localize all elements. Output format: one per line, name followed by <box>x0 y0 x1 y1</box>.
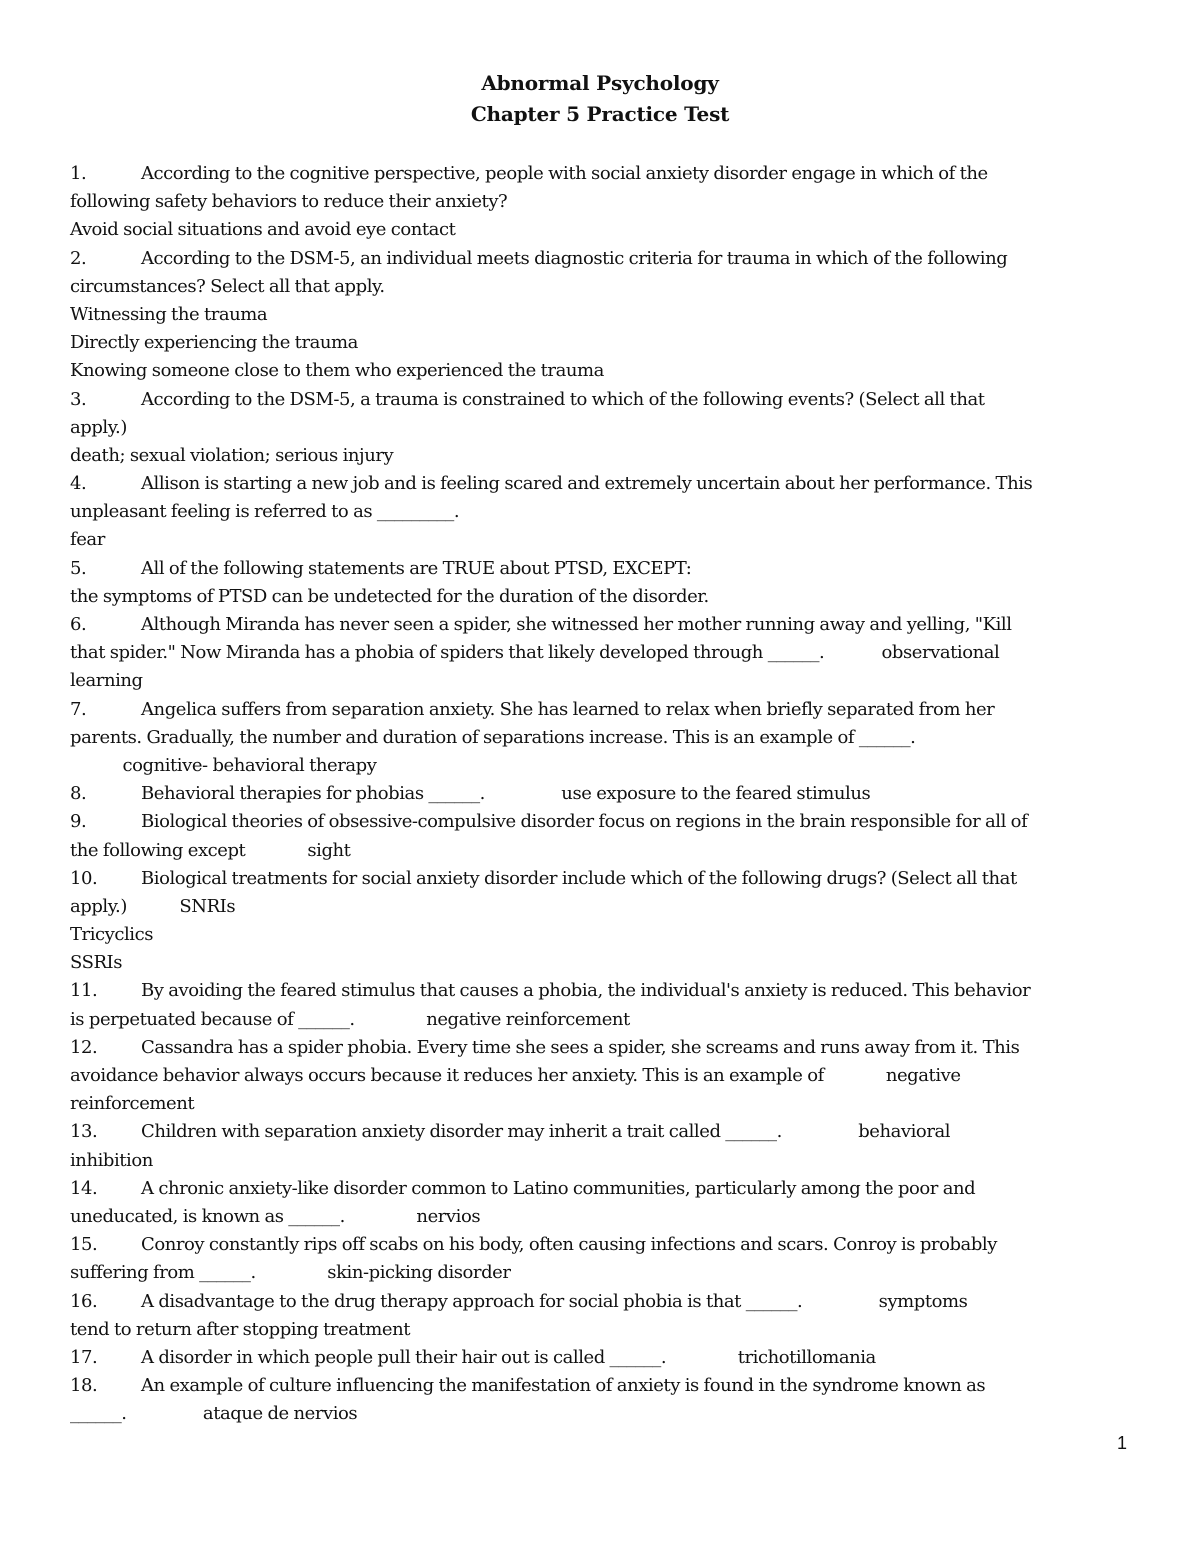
question-line <box>70 696 1130 724</box>
line-text: the symptoms of PTSD can be undetected for the duration of the disorder. <box>70 585 709 607</box>
answer-or-continuation-line <box>70 1090 1130 1118</box>
question-number: 1. <box>70 163 87 184</box>
practice-test-body <box>70 160 1130 1428</box>
line-text: SSRIs <box>70 952 122 974</box>
question-line <box>70 1231 1130 1259</box>
answer-or-continuation-line <box>70 414 1130 442</box>
answer-or-continuation-line <box>70 1147 1130 1175</box>
answer-or-continuation-line <box>70 752 1130 780</box>
page-number: 1 <box>1117 1433 1128 1453</box>
line-text: the following except sight <box>70 839 351 861</box>
line-text: apply.) SNRIs <box>70 895 236 917</box>
line-text: parents. Gradually, the number and duration of separations increase. This is an example of ______. <box>70 726 916 748</box>
question-line <box>70 245 1130 273</box>
document-title: Abnormal Psychology <box>481 71 719 95</box>
answer-or-continuation-line <box>70 357 1130 385</box>
answer-or-continuation-line <box>70 188 1130 216</box>
answer-or-continuation-line <box>70 639 1130 667</box>
answer-or-continuation-line <box>70 1400 1130 1428</box>
question-number: 14. <box>70 1177 98 1199</box>
line-text: Directly experiencing the trauma <box>70 332 358 354</box>
line-text: inhibition <box>70 1149 153 1171</box>
line-text: reinforcement <box>70 1093 195 1115</box>
line-text: A disorder in which people pull their hair out is called ______. trichotillomania <box>141 1346 876 1368</box>
line-text: Cassandra has a spider phobia. Every time she sees a spider, she screams and runs away from it. This <box>141 1036 1020 1058</box>
answer-or-continuation-line <box>70 583 1130 611</box>
answer-or-continuation-line <box>70 1259 1130 1287</box>
answer-or-continuation-line <box>70 667 1130 695</box>
line-text: An example of culture influencing the manifestation of anxiety is found in the syndrome known as <box>141 1375 986 1397</box>
answer-or-continuation-line <box>70 921 1130 949</box>
question-line <box>70 1372 1130 1400</box>
line-text: Children with separation anxiety disorder may inherit a trait called ______. behavioral <box>141 1121 951 1143</box>
question-line <box>70 865 1130 893</box>
answer-or-continuation-line <box>70 1316 1130 1344</box>
line-text: A disadvantage to the drug therapy approach for social phobia is that ______. symptoms <box>141 1290 968 1312</box>
line-text: Biological theories of obsessive-compulsive disorder focus on regions in the brain responsible for all of <box>141 811 1028 833</box>
question-line <box>70 1288 1130 1316</box>
question-number: 4. <box>70 473 87 495</box>
question-number: 17. <box>70 1346 98 1368</box>
question-line <box>70 611 1130 639</box>
question-number: 3. <box>70 388 87 410</box>
line-text: is perpetuated because of ______. negative reinforcement <box>70 1008 630 1030</box>
question-number: 11. <box>70 980 98 1002</box>
line-text: cognitive- behavioral therapy <box>70 754 377 776</box>
answer-or-continuation-line <box>70 329 1130 357</box>
answer-or-continuation-line <box>70 498 1130 526</box>
line-text: Biological treatments for social anxiety disorder include which of the following drugs? (Select all that <box>141 867 1017 889</box>
question-number: 13. <box>70 1121 98 1143</box>
answer-or-continuation-line <box>70 273 1130 301</box>
line-text: Angelica suffers from separation anxiety. She has learned to relax when briefly separated from her <box>141 698 995 720</box>
line-text: Allison is starting a new job and is feeling scared and extremely uncertain about her performance. This <box>141 473 1033 495</box>
question-number: 9. <box>70 811 87 833</box>
answer-or-continuation-line <box>70 724 1130 752</box>
question-line <box>70 470 1130 498</box>
question-number: 10. <box>70 867 98 889</box>
line-text: Avoid social situations and avoid eye contact <box>70 219 456 241</box>
line-text: apply.) <box>70 416 127 438</box>
line-text: Tricyclics <box>70 924 154 946</box>
question-line <box>70 1344 1130 1372</box>
line-text: Knowing someone close to them who experienced the trauma <box>70 360 604 382</box>
answer-or-continuation-line <box>70 1006 1130 1034</box>
question-number: 18. <box>70 1375 98 1397</box>
line-text: circumstances? Select all that apply. <box>70 275 385 297</box>
question-number: 2. <box>70 247 87 269</box>
answer-or-continuation-line <box>70 1062 1130 1090</box>
line-text: tend to return after stopping treatment <box>70 1318 411 1340</box>
question-number: 5. <box>70 557 87 579</box>
line-text: learning <box>70 670 143 692</box>
question-line <box>70 977 1130 1005</box>
document-subtitle: Chapter 5 Practice Test <box>470 102 730 126</box>
line-text: ______. ataque de nervios <box>70 1403 358 1425</box>
question-number: 6. <box>70 614 87 635</box>
line-text: According to the DSM-5, a trauma is constrained to which of the following events? (Select all that <box>141 388 985 410</box>
line-text: A chronic anxiety-like disorder common to Latino communities, particularly among the poor and <box>141 1177 976 1199</box>
question-number: 12. <box>70 1036 98 1058</box>
answer-or-continuation-line <box>70 893 1130 921</box>
line-text: Behavioral therapies for phobias ______. use exposure to the feared stimulus <box>141 783 871 805</box>
question-line <box>70 808 1130 836</box>
line-text: avoidance behavior always occurs because it reduces her anxiety. This is an example of negative <box>70 1065 961 1086</box>
line-text: Although Miranda has never seen a spider, she witnessed her mother running away and yelling, "Kill <box>141 614 1012 635</box>
line-text: According to the cognitive perspective, people with social anxiety disorder engage in which of the <box>141 163 988 184</box>
answer-or-continuation-line <box>70 216 1130 244</box>
line-text: fear <box>70 529 105 551</box>
question-line <box>70 780 1130 808</box>
line-text: following safety behaviors to reduce their anxiety? <box>70 191 508 213</box>
question-number: 15. <box>70 1234 98 1256</box>
question-number: 16. <box>70 1290 98 1312</box>
line-text: By avoiding the feared stimulus that causes a phobia, the individual's anxiety is reduced. This behavior <box>141 980 1031 1002</box>
question-line <box>70 1175 1130 1203</box>
line-text: uneducated, is known as ______. nervios <box>70 1205 481 1227</box>
question-line <box>70 386 1130 414</box>
answer-or-continuation-line <box>70 949 1130 977</box>
question-number: 7. <box>70 698 87 720</box>
answer-or-continuation-line <box>70 1203 1130 1231</box>
answer-or-continuation-line <box>70 526 1130 554</box>
line-text: According to the DSM-5, an individual meets diagnostic criteria for trauma in which of the following <box>141 247 1008 269</box>
line-text: that spider." Now Miranda has a phobia of spiders that likely developed through ______. observational <box>70 642 1000 664</box>
line-text: unpleasant feeling is referred to as _________. <box>70 501 460 523</box>
line-text: Conroy constantly rips off scabs on his body, often causing infections and scars. Conroy is probably <box>141 1234 997 1256</box>
question-line <box>70 1118 1130 1146</box>
line-text: Witnessing the trauma <box>70 303 268 325</box>
line-text: suffering from ______. skin-picking disorder <box>70 1262 511 1284</box>
question-line <box>70 1034 1130 1062</box>
line-text: All of the following statements are TRUE about PTSD, EXCEPT: <box>141 557 692 579</box>
answer-or-continuation-line <box>70 301 1130 329</box>
answer-or-continuation-line <box>70 442 1130 470</box>
question-number: 8. <box>70 783 87 805</box>
answer-or-continuation-line <box>70 837 1130 865</box>
line-text: death; sexual violation; serious injury <box>70 444 394 466</box>
question-line <box>70 160 1130 188</box>
question-line <box>70 555 1130 583</box>
